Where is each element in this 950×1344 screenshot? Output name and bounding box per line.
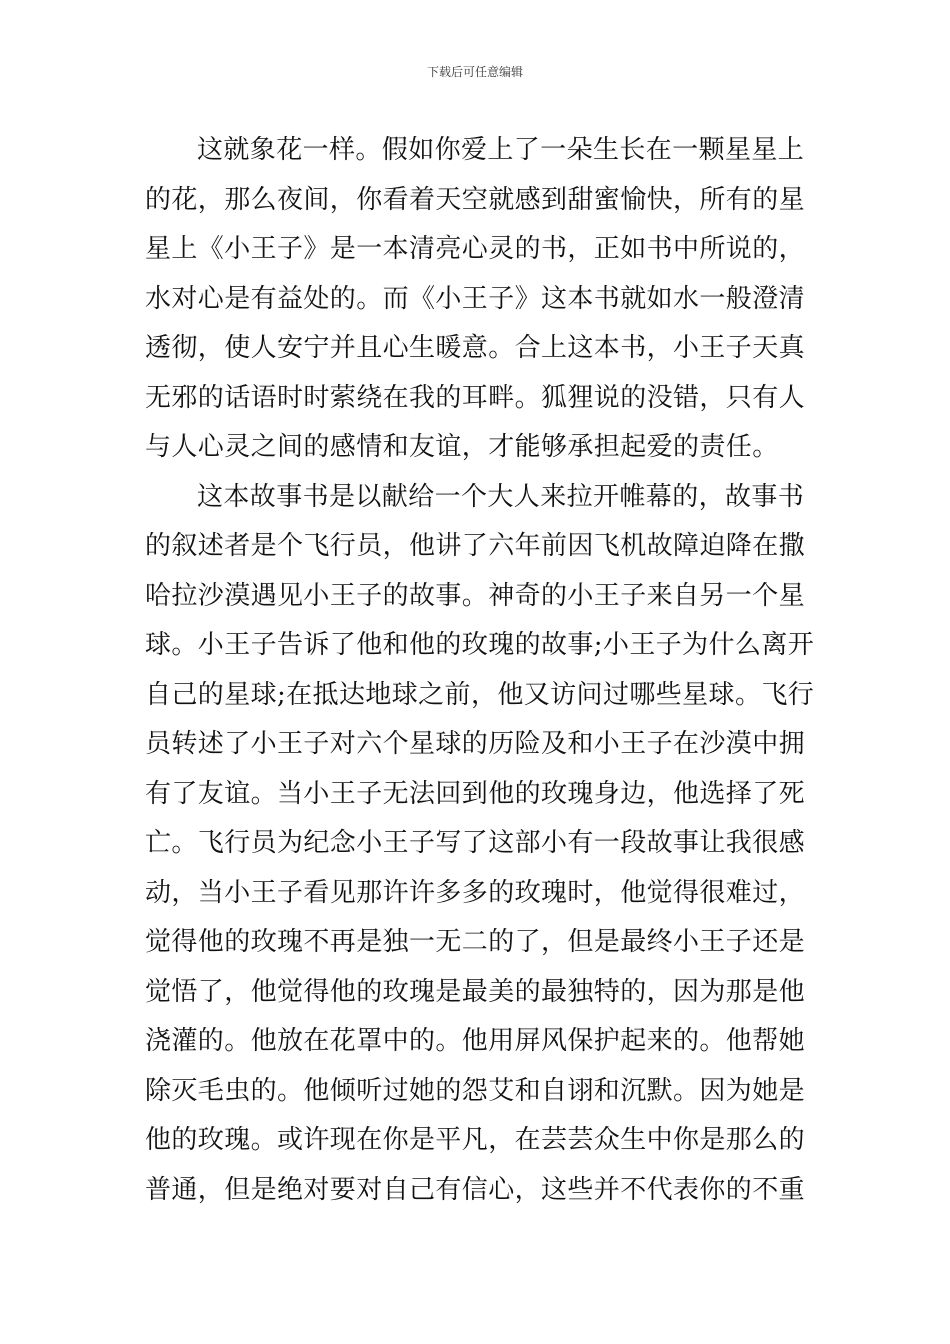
text-line: 无邪的话语时时萦绕在我的耳畔。狐狸说的没错，只有人 [145,382,806,413]
paragraph-1 [145,126,807,473]
text-line: 有了友谊。当小王子无法回到他的玫瑰身边，他选择了死 [145,778,806,809]
text-line: 浇灌的。他放在花罩中的。他用屏风保护起来的。他帮她 [145,1026,806,1056]
page-header: 下载后可任意编辑 [426,65,523,79]
text-line: 这就象花一样。假如你爱上了一朵生长在一颗星星上 [197,135,805,165]
text-line: 的叙述者是个飞行员，他讲了六年前因飞机故障迫降在撒 [145,531,806,561]
text-line: 亡。飞行员为纪念小王子写了这部小有一段故事让我很感 [145,828,806,858]
text-line: 觉悟了，他觉得他的玫瑰是最美的最独特的，因为那是他 [145,976,806,1007]
text-line: 的花，那么夜间，你看着天空就感到甜蜜愉快，所有的星 [145,184,806,215]
text-line: 动，当小王子看见那许许多多的玫瑰时，他觉得很难过， [145,877,806,908]
paragraph-2 [145,473,815,1216]
text-line: 觉得他的玫瑰不再是独一无二的了，但是最终小王子还是 [145,927,806,957]
text-line: 星上《小王子》是一本清亮心灵的书，正如书中所说的， [145,234,806,264]
text-line: 透彻，使人安宁并且心生暖意。合上这本书，小王子天真 [145,333,806,363]
text-line: 水对心是有益处的。而《小王子》这本书就如水一般澄清 [145,283,806,314]
text-line: 他的玫瑰。或许现在你是平凡，在芸芸众生中你是那么的 [145,1125,806,1155]
text-line: 自己的星球;在抵达地球之前，他又访问过哪些星球。飞行 [145,679,815,710]
text-line: 球。小王子告诉了他和他的玫瑰的故事;小王子为什么离开 [145,630,815,660]
text-line: 哈拉沙漠遇见小王子的故事。神奇的小王子来自另一个星 [145,580,806,611]
text-line: 普通，但是绝对要对自己有信心，这些并不代表你的不重 [145,1174,806,1205]
text-line: 与人心灵之间的感情和友谊，才能够承担起爱的责任。 [145,432,779,462]
document-body [145,126,815,1215]
text-line: 除灭毛虫的。他倾听过她的怨艾和自诩和沉默。因为她是 [145,1075,806,1106]
text-line: 这本故事书是以献给一个大人来拉开帷幕的，故事书 [197,481,805,512]
text-line: 员转述了小王子对六个星球的历险及和小王子在沙漠中拥 [145,729,806,759]
